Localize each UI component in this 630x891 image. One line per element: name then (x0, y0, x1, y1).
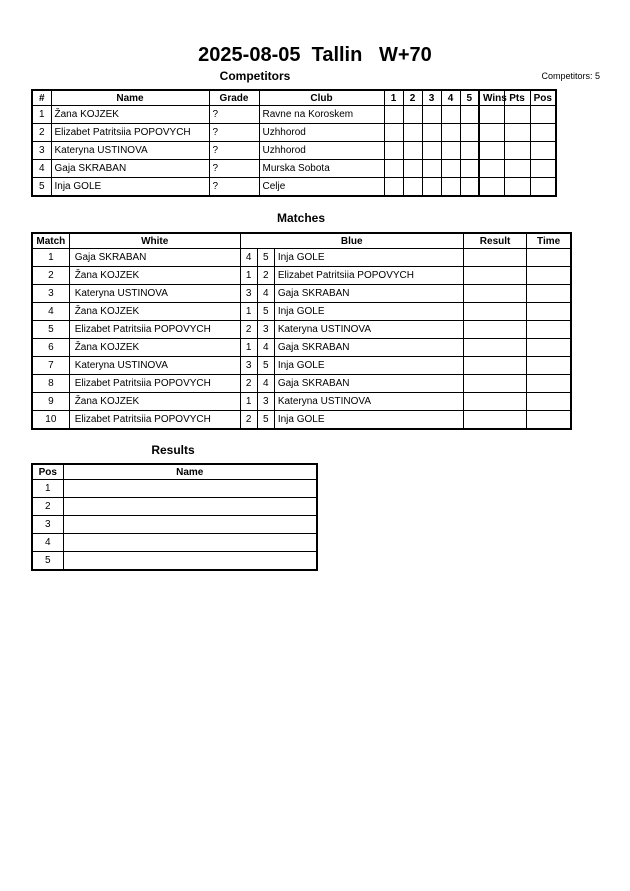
matches-table (31, 232, 572, 430)
col-5: 5 (460, 90, 479, 106)
match-number: 4 (32, 303, 69, 321)
score-cell-1 (384, 142, 403, 160)
blue-competitor: Gaja SKRABAN (274, 339, 463, 357)
col-pts: Pts (504, 90, 530, 106)
pos-cell (530, 178, 556, 197)
time-cell (527, 321, 571, 339)
matches-heading: Matches (276, 211, 326, 225)
competitor-name: Žana KOJZEK (51, 106, 209, 124)
pos-cell (530, 106, 556, 124)
result-cell (463, 411, 526, 430)
match-number: 5 (32, 321, 69, 339)
match-number: 8 (32, 375, 69, 393)
result-cell (463, 339, 526, 357)
competitor-club: Celje (259, 178, 384, 197)
time-cell (527, 411, 571, 430)
white-number: 2 (240, 411, 257, 430)
competitors-table (31, 89, 557, 197)
competitor-number: 5 (32, 178, 51, 197)
page-title: 2025-08-05 Tallin W+70 (198, 44, 432, 66)
white-number: 1 (240, 267, 257, 285)
blue-number: 5 (257, 249, 274, 267)
match-row (32, 411, 571, 430)
blue-competitor: Inja GOLE (274, 357, 463, 375)
match-row (32, 339, 571, 357)
competitor-row (32, 178, 556, 197)
score-cell-1 (384, 160, 403, 178)
time-cell (527, 339, 571, 357)
score-cell-2 (403, 106, 422, 124)
competitor-name: Inja GOLE (51, 178, 209, 197)
result-name (63, 480, 317, 498)
result-position: 1 (32, 480, 63, 498)
time-cell (527, 267, 571, 285)
blue-number: 3 (257, 321, 274, 339)
score-cell-5 (460, 124, 479, 142)
col-match: Match (32, 233, 69, 249)
blue-competitor: Gaja SKRABAN (274, 375, 463, 393)
result-cell (463, 375, 526, 393)
score-cell-1 (384, 106, 403, 124)
matches-header-row (32, 233, 571, 249)
col-res-name: Name (63, 464, 317, 480)
result-cell (463, 393, 526, 411)
competitor-grade: ? (209, 106, 259, 124)
wins-cell (479, 178, 504, 197)
result-row (32, 480, 317, 498)
result-position: 5 (32, 552, 63, 571)
results-heading: Results (151, 443, 195, 457)
result-cell (463, 249, 526, 267)
score-cell-3 (422, 142, 441, 160)
white-competitor: Gaja SKRABAN (69, 249, 240, 267)
result-cell (463, 285, 526, 303)
col-club: Club (259, 90, 384, 106)
result-name (63, 498, 317, 516)
result-position: 3 (32, 516, 63, 534)
col-white: White (69, 233, 240, 249)
competitor-number: 4 (32, 160, 51, 178)
match-number: 2 (32, 267, 69, 285)
result-position: 2 (32, 498, 63, 516)
col-1: 1 (384, 90, 403, 106)
pts-cell (504, 160, 530, 178)
blue-number: 4 (257, 375, 274, 393)
blue-number: 4 (257, 339, 274, 357)
match-row (32, 285, 571, 303)
score-cell-5 (460, 178, 479, 197)
competitor-number: 2 (32, 124, 51, 142)
col-name: Name (51, 90, 209, 106)
pos-cell (530, 160, 556, 178)
result-position: 4 (32, 534, 63, 552)
match-row (32, 375, 571, 393)
blue-number: 4 (257, 285, 274, 303)
competitor-grade: ? (209, 160, 259, 178)
white-competitor: Elizabet Patritsiia POPOVYCH (69, 375, 240, 393)
white-competitor: Žana KOJZEK (69, 267, 240, 285)
competitor-number: 3 (32, 142, 51, 160)
time-cell (527, 303, 571, 321)
score-cell-1 (384, 124, 403, 142)
score-cell-3 (422, 124, 441, 142)
result-cell (463, 303, 526, 321)
result-cell (463, 267, 526, 285)
col-pos: Pos (530, 90, 556, 106)
pts-cell (504, 124, 530, 142)
score-cell-5 (460, 160, 479, 178)
blue-competitor: Gaja SKRABAN (274, 285, 463, 303)
score-cell-4 (441, 142, 460, 160)
col-result: Result (463, 233, 526, 249)
white-number: 3 (240, 285, 257, 303)
white-competitor: Elizabet Patritsiia POPOVYCH (69, 321, 240, 339)
score-cell-4 (441, 124, 460, 142)
competitor-club: Uzhhorod (259, 142, 384, 160)
competitor-row (32, 106, 556, 124)
result-row (32, 516, 317, 534)
score-cell-4 (441, 160, 460, 178)
competitor-row (32, 160, 556, 178)
white-number: 2 (240, 375, 257, 393)
match-row (32, 321, 571, 339)
match-row (32, 267, 571, 285)
col-grade: Grade (209, 90, 259, 106)
result-row (32, 552, 317, 571)
score-cell-2 (403, 160, 422, 178)
blue-competitor: Inja GOLE (274, 303, 463, 321)
match-row (32, 249, 571, 267)
col-wins: Wins (479, 90, 504, 106)
blue-competitor: Kateryna USTINOVA (274, 321, 463, 339)
col-res-pos: Pos (32, 464, 63, 480)
competitor-club: Ravne na Koroskem (259, 106, 384, 124)
score-cell-5 (460, 106, 479, 124)
score-cell-3 (422, 160, 441, 178)
blue-number: 3 (257, 393, 274, 411)
competitor-name: Kateryna USTINOVA (51, 142, 209, 160)
blue-competitor: Inja GOLE (274, 249, 463, 267)
white-number: 1 (240, 393, 257, 411)
score-cell-5 (460, 142, 479, 160)
white-number: 1 (240, 339, 257, 357)
white-number: 2 (240, 321, 257, 339)
blue-number: 5 (257, 411, 274, 430)
competitor-club: Uzhhorod (259, 124, 384, 142)
score-cell-1 (384, 178, 403, 197)
match-number: 10 (32, 411, 69, 430)
match-row (32, 303, 571, 321)
blue-competitor: Elizabet Patritsiia POPOVYCH (274, 267, 463, 285)
blue-number: 5 (257, 303, 274, 321)
blue-number: 5 (257, 357, 274, 375)
competitor-row (32, 124, 556, 142)
blue-competitor: Kateryna USTINOVA (274, 393, 463, 411)
wins-cell (479, 160, 504, 178)
time-cell (527, 393, 571, 411)
blue-competitor: Inja GOLE (274, 411, 463, 430)
match-number: 9 (32, 393, 69, 411)
score-cell-2 (403, 178, 422, 197)
col-time: Time (527, 233, 571, 249)
white-competitor: Žana KOJZEK (69, 339, 240, 357)
results-header-row (32, 464, 317, 480)
match-number: 7 (32, 357, 69, 375)
result-row (32, 498, 317, 516)
match-number: 1 (32, 249, 69, 267)
col-blue: Blue (240, 233, 463, 249)
col-4: 4 (441, 90, 460, 106)
result-row (32, 534, 317, 552)
time-cell (527, 357, 571, 375)
wins-cell (479, 142, 504, 160)
pts-cell (504, 106, 530, 124)
competitor-grade: ? (209, 142, 259, 160)
white-competitor: Žana KOJZEK (69, 303, 240, 321)
score-cell-2 (403, 142, 422, 160)
score-cell-3 (422, 178, 441, 197)
result-name (63, 552, 317, 571)
white-number: 4 (240, 249, 257, 267)
wins-cell (479, 106, 504, 124)
competitor-grade: ? (209, 124, 259, 142)
white-competitor: Kateryna USTINOVA (69, 285, 240, 303)
result-name (63, 516, 317, 534)
match-number: 6 (32, 339, 69, 357)
result-cell (463, 357, 526, 375)
white-number: 3 (240, 357, 257, 375)
competitor-name: Elizabet Patritsiia POPOVYCH (51, 124, 209, 142)
result-cell (463, 321, 526, 339)
competitor-row (32, 142, 556, 160)
pos-cell (530, 124, 556, 142)
white-competitor: Žana KOJZEK (69, 393, 240, 411)
competitors-header-row (32, 90, 556, 106)
white-competitor: Elizabet Patritsiia POPOVYCH (69, 411, 240, 430)
col-num: # (32, 90, 51, 106)
pts-cell (504, 178, 530, 197)
pos-cell (530, 142, 556, 160)
competitors-count: Competitors: 5 (541, 71, 600, 81)
competitor-club: Murska Sobota (259, 160, 384, 178)
competitor-grade: ? (209, 178, 259, 197)
time-cell (527, 249, 571, 267)
time-cell (527, 285, 571, 303)
competitors-heading: Competitors (219, 69, 291, 83)
wins-cell (479, 124, 504, 142)
match-row (32, 393, 571, 411)
results-table (31, 463, 318, 571)
white-competitor: Kateryna USTINOVA (69, 357, 240, 375)
competitor-name: Gaja SKRABAN (51, 160, 209, 178)
score-cell-2 (403, 124, 422, 142)
pts-cell (504, 142, 530, 160)
col-2: 2 (403, 90, 422, 106)
time-cell (527, 375, 571, 393)
score-cell-4 (441, 178, 460, 197)
col-3: 3 (422, 90, 441, 106)
white-number: 1 (240, 303, 257, 321)
competitor-number: 1 (32, 106, 51, 124)
result-name (63, 534, 317, 552)
match-row (32, 357, 571, 375)
score-cell-3 (422, 106, 441, 124)
blue-number: 2 (257, 267, 274, 285)
match-number: 3 (32, 285, 69, 303)
score-cell-4 (441, 106, 460, 124)
